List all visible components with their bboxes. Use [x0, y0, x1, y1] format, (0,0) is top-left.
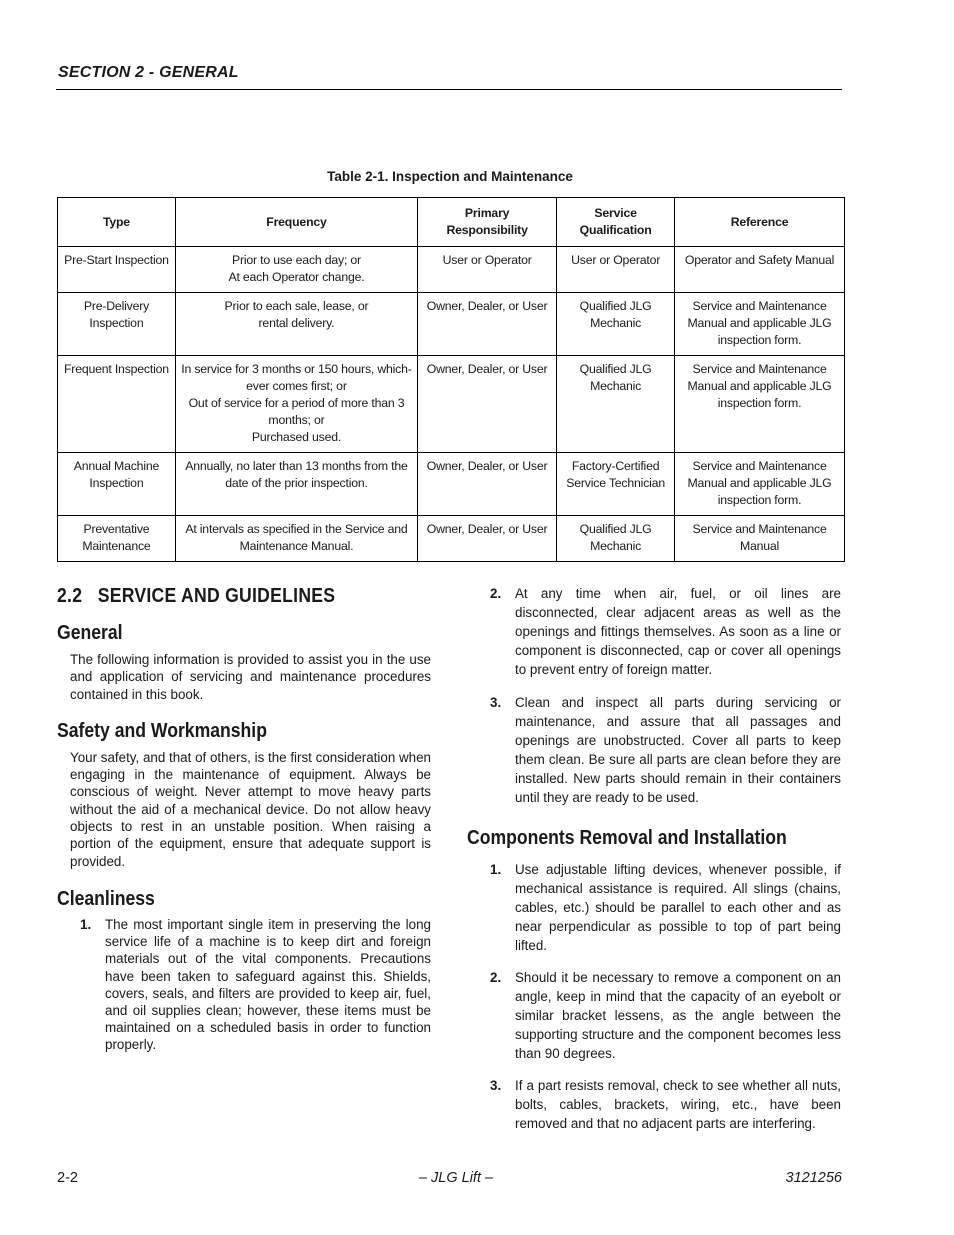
table-cell: User or Operator	[557, 247, 675, 293]
table-row	[58, 453, 845, 516]
table-cell: Prior to each sale, lease, or rental delivery.	[175, 293, 417, 356]
section-heading: 2.2 SERVICE AND GUIDELINES	[57, 585, 336, 607]
table-cell: User or Operator	[418, 247, 557, 293]
column-header: Type	[58, 198, 176, 247]
list-item	[490, 584, 841, 679]
page-number: 2-2	[57, 1170, 78, 1186]
general-text: The following information is provided to assist you in the use and application of servicing and maintenance procedures contained in this book.	[70, 652, 431, 702]
table-cell: Pre-Delivery Inspection	[58, 293, 176, 356]
column-header: Service Qualification	[557, 198, 675, 247]
item-number: 3.	[490, 695, 502, 710]
table-cell: Service and Maintenance Manual and applicable JLG inspection form.	[675, 453, 845, 516]
left-column	[57, 583, 431, 1054]
components-heading: Components Removal and Installation	[467, 827, 787, 849]
table-cell: Annually, no later than 13 months from the date of the prior inspection.	[175, 453, 417, 516]
item-text: If a part resists removal, check to see whether all nuts, bolts, cables, brackets, wiring, etc., have been removed and that no adjacent parts are interfering.	[515, 1078, 841, 1131]
footer-publisher: – JLG Lift –	[418, 1170, 494, 1186]
table-cell: Owner, Dealer, or User	[418, 453, 557, 516]
section-title: SECTION 2 - GENERAL	[58, 64, 239, 81]
column-header: Frequency	[175, 198, 417, 247]
safety-text: Your safety, and that of others, is the first consideration when engaging in the maintenance of equipment. Always be conscious of weight. Never attempt to move heavy parts without the aid of a mechanical device. Do not allow heavy objects to rest in an unstable position. When raising a portion of the equipment, ensure that adequate support is provided.	[70, 749, 432, 869]
table-cell: Preventative Maintenance	[58, 516, 176, 562]
item-number: 3.	[490, 1078, 502, 1093]
inspection-table	[57, 197, 845, 562]
item-number: 1.	[490, 862, 502, 877]
item-text: At any time when air, fuel, or oil lines are disconnected, clear adjacent areas as well as the openings and fittings themselves. As soon as a line or component is disconnected, cap or cover all openings to prevent entry of foreign matter.	[515, 586, 841, 677]
item-number: 2.	[490, 586, 502, 601]
table-header-row	[58, 198, 845, 247]
table-cell: Operator and Safety Manual	[675, 247, 845, 293]
table-cell: Annual Machine Inspection	[58, 453, 176, 516]
table-row	[58, 516, 845, 562]
item-text: Clean and inspect all parts during servicing or maintenance, and assure that all passages and openings are unobstructed. Cover all parts to keep them clean. Be sure all parts are clean before they are installed. New parts should remain in their containers until they are ready to be used.	[515, 695, 841, 805]
table-cell: Owner, Dealer, or User	[418, 356, 557, 453]
general-heading: General	[57, 622, 123, 644]
table-row	[58, 247, 845, 293]
cleanliness-heading: Cleanliness	[57, 887, 155, 910]
table-cell: Owner, Dealer, or User	[418, 293, 557, 356]
table-cell: Qualified JLG Mechanic	[557, 516, 675, 562]
table-cell: Factory-Certified Service Technician	[557, 453, 675, 516]
table-cell: At intervals as specified in the Service and Maintenance Manual.	[175, 516, 417, 562]
item-text: Should it be necessary to remove a component on an angle, keep in mind that the capacity of an eyebolt or similar bracket lessens, as the angle between the supporting structure and the component becomes less than 90 degrees.	[515, 970, 841, 1061]
table-caption: Table 2-1. Inspection and Maintenance	[327, 169, 573, 184]
table-cell: Pre-Start Inspection	[58, 247, 176, 293]
list-item	[490, 860, 841, 955]
item-number: 1.	[80, 916, 92, 932]
right-column	[467, 583, 841, 1133]
table-row	[58, 293, 845, 356]
header-rule	[56, 89, 842, 90]
table-cell: In service for 3 months or 150 hours, which- ever comes first; or Out of service for a period of more than 3 months; or Purchased used.	[175, 356, 417, 453]
table-cell: Owner, Dealer, or User	[418, 516, 557, 562]
table-cell: Frequent Inspection	[58, 356, 176, 453]
item-text: The most important single item in preserving the long service life of a machine is to keep dirt and foreign materials out of the vital components. Precautions have been taken to safeguard against this. Shields, covers, seals, and filters are provided to keep air, fuel, and oil supplies clean; however, these items must be maintained on a scheduled basis in order to function properly.	[105, 916, 431, 1053]
document-number: 3121256	[785, 1170, 842, 1186]
table-cell: Service and Maintenance Manual and applicable JLG inspection form.	[675, 293, 845, 356]
table-row	[58, 356, 845, 453]
safety-heading: Safety and Workmanship	[57, 719, 267, 742]
column-header: Primary Responsibility	[418, 198, 557, 247]
table-body	[58, 247, 845, 562]
item-number: 2.	[490, 970, 502, 985]
list-item	[80, 916, 431, 1054]
table-cell: Service and Maintenance Manual and applicable JLG inspection form.	[675, 356, 845, 453]
table-cell: Qualified JLG Mechanic	[557, 356, 675, 453]
table-cell: Qualified JLG Mechanic	[557, 293, 675, 356]
column-header: Reference	[675, 198, 845, 247]
table-cell: Prior to use each day; or At each Operator change.	[175, 247, 417, 293]
item-text: Use adjustable lifting devices, whenever possible, if mechanical assistance is required. All slings (chains, cables, etc.) should be parallel to each other and as near perpendicular as possible to top of part being lifted.	[515, 862, 841, 953]
list-item	[490, 968, 841, 1063]
list-item	[490, 693, 841, 807]
table-cell: Service and Maintenance Manual	[675, 516, 845, 562]
list-item	[490, 1076, 841, 1133]
